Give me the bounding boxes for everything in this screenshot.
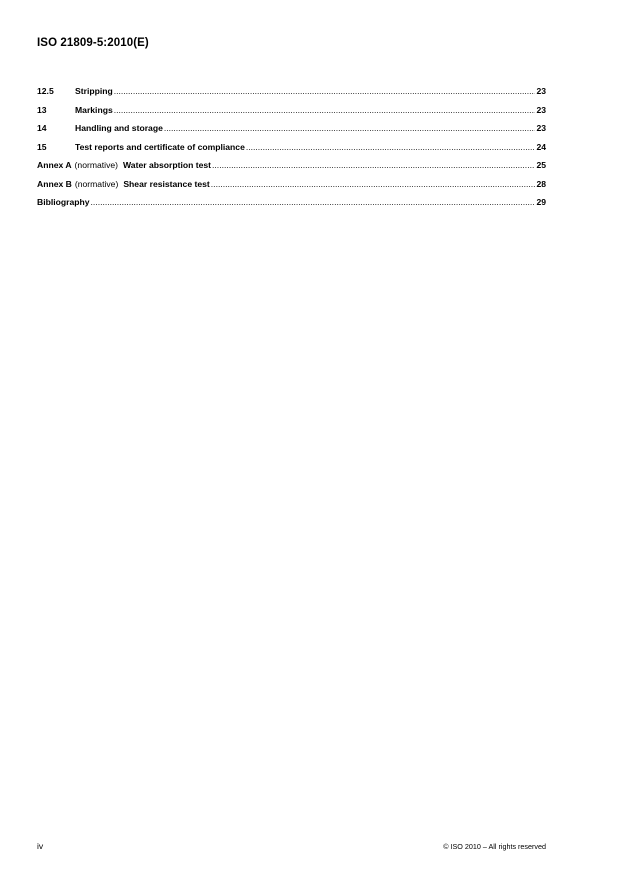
toc-entry-number: 12.5 <box>37 86 54 96</box>
toc-leader-dots <box>212 160 535 170</box>
toc-entry <box>37 142 546 161</box>
toc-leader-dots <box>164 123 536 133</box>
toc-entry-number: 14 <box>37 123 47 133</box>
copyright-notice: © ISO 2010 – All rights reserved <box>443 842 546 851</box>
toc-entry-title: Test reports and certificate of compliance <box>75 141 245 152</box>
toc-entry-page: 23 <box>536 104 546 115</box>
toc-entry-title: Water absorption test <box>123 160 212 170</box>
toc-entry-number: 13 <box>37 104 47 115</box>
toc-entry <box>37 105 546 124</box>
toc-annex-entry <box>37 160 546 179</box>
toc-entry-page: 23 <box>536 86 546 96</box>
toc-entry-title: Bibliography <box>37 197 90 207</box>
document-header: ISO 21809-5:2010(E) <box>37 37 149 49</box>
toc-annex-label: Annex A <box>37 160 72 170</box>
toc-entry <box>37 86 546 105</box>
toc-annex-qualifier: (normative) <box>74 160 119 170</box>
toc-entry <box>37 123 546 142</box>
toc-leader-dots <box>91 197 536 207</box>
toc-entry-title: Markings <box>75 104 113 115</box>
toc-entry-title: Handling and storage <box>75 123 163 133</box>
toc-entry-page: 24 <box>536 141 546 152</box>
toc-leader-dots <box>114 86 536 96</box>
toc-annex-label: Annex B <box>37 178 72 189</box>
toc-entry-number: 15 <box>37 141 47 152</box>
toc-entry-page: 23 <box>536 123 546 133</box>
toc-leader-dots <box>114 105 536 115</box>
table-of-contents <box>37 86 546 216</box>
toc-entry-title: Stripping <box>75 86 113 96</box>
toc-leader-dots <box>211 179 536 189</box>
toc-entry-page: 25 <box>536 160 546 170</box>
toc-entry-page: 28 <box>536 178 546 189</box>
toc-annex-qualifier: (normative) <box>74 178 119 189</box>
toc-bibliography-entry <box>37 197 546 216</box>
toc-annex-entry <box>37 179 546 198</box>
toc-entry-page: 29 <box>536 197 546 207</box>
page-number: iv <box>37 841 44 851</box>
toc-entry-title: Shear resistance test <box>123 178 210 189</box>
toc-leader-dots <box>246 142 536 152</box>
